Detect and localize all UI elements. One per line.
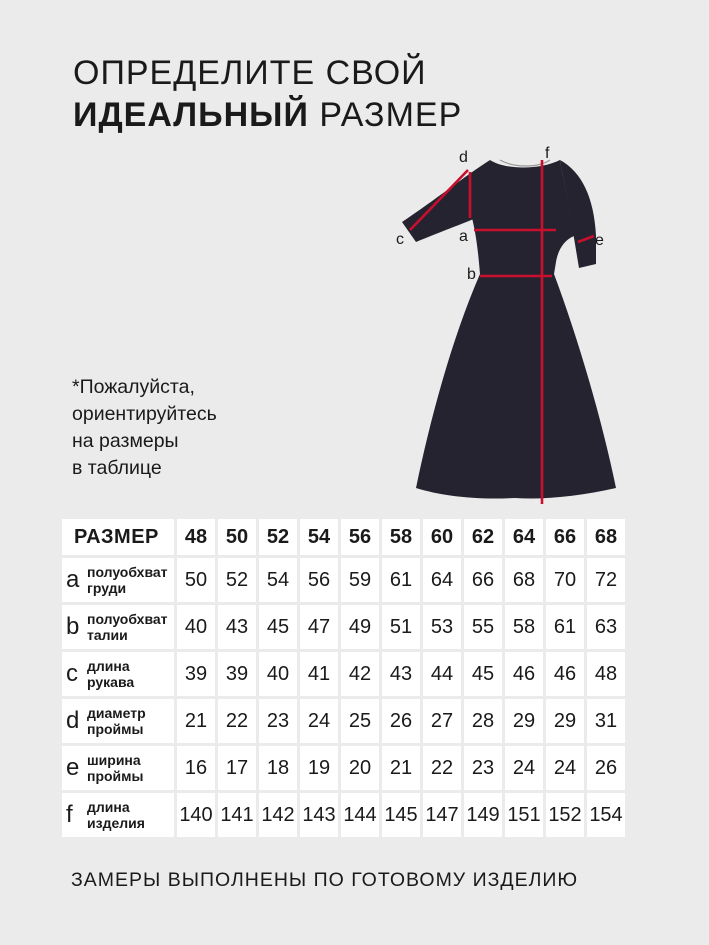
param-label — [62, 611, 174, 643]
value-cell: 29 — [505, 699, 543, 743]
value-cell: 49 — [341, 605, 379, 649]
value-cell: 40 — [177, 605, 215, 649]
value-cell: 39 — [177, 652, 215, 696]
title-line-1: ОПРЕДЕЛИТЕ СВОЙ — [73, 54, 427, 92]
value-cell: 154 — [587, 793, 625, 837]
value-cell: 43 — [218, 605, 256, 649]
size-table — [59, 516, 628, 840]
value-cell: 42 — [341, 652, 379, 696]
note-line-4: в таблице — [72, 457, 162, 479]
param-name-line-1: полуобхват — [87, 611, 168, 627]
param-name — [84, 658, 134, 690]
size-cell: 60 — [423, 519, 461, 555]
param-name-line-1: длина — [87, 799, 130, 815]
value-cell: 39 — [218, 652, 256, 696]
value-cell: 40 — [259, 652, 297, 696]
value-cell: 26 — [587, 746, 625, 790]
value-cell: 147 — [423, 793, 461, 837]
value-cell: 23 — [259, 699, 297, 743]
param-letter: f — [66, 801, 73, 828]
size-cell: 66 — [546, 519, 584, 555]
value-cell: 50 — [177, 558, 215, 602]
value-cell: 59 — [341, 558, 379, 602]
table-row — [62, 793, 625, 837]
value-cell: 151 — [505, 793, 543, 837]
size-cell: 58 — [382, 519, 420, 555]
value-cell: 16 — [177, 746, 215, 790]
value-cell: 70 — [546, 558, 584, 602]
value-cell: 149 — [464, 793, 502, 837]
value-cell: 24 — [505, 746, 543, 790]
value-cell: 66 — [464, 558, 502, 602]
label-e: e — [595, 232, 604, 249]
param-letter: a — [66, 566, 80, 593]
value-cell: 26 — [382, 699, 420, 743]
value-cell: 58 — [505, 605, 543, 649]
value-cell: 22 — [423, 746, 461, 790]
param-name — [84, 611, 168, 643]
param-cell — [62, 605, 174, 649]
param-name-line-1: ширина — [87, 752, 141, 768]
value-cell: 72 — [587, 558, 625, 602]
header-label-cell — [62, 519, 174, 555]
value-cell: 56 — [300, 558, 338, 602]
param-name-line-1: длина — [87, 658, 130, 674]
param-name-line-2: рукава — [87, 674, 135, 690]
value-cell: 144 — [341, 793, 379, 837]
size-cell: 56 — [341, 519, 379, 555]
size-note — [72, 374, 217, 482]
title-rest-word: РАЗМЕР — [319, 96, 463, 134]
param-cell — [62, 652, 174, 696]
param-name — [84, 752, 143, 784]
param-letter: b — [66, 613, 80, 640]
dress-silhouette — [402, 160, 616, 499]
value-cell: 20 — [341, 746, 379, 790]
value-cell: 44 — [423, 652, 461, 696]
value-cell: 29 — [546, 699, 584, 743]
param-letter: c — [66, 660, 78, 687]
value-cell: 55 — [464, 605, 502, 649]
value-cell: 142 — [259, 793, 297, 837]
param-cell — [62, 699, 174, 743]
size-cell: 62 — [464, 519, 502, 555]
value-cell: 43 — [382, 652, 420, 696]
param-name-line-2: проймы — [87, 768, 144, 784]
value-cell: 68 — [505, 558, 543, 602]
page-title — [73, 52, 462, 136]
value-cell: 45 — [259, 605, 297, 649]
note-line-1: *Пожалуйста, — [72, 376, 195, 398]
value-cell: 143 — [300, 793, 338, 837]
value-cell: 152 — [546, 793, 584, 837]
value-cell: 25 — [341, 699, 379, 743]
title-line-2 — [73, 94, 462, 136]
value-cell: 19 — [300, 746, 338, 790]
param-cell — [62, 746, 174, 790]
size-cell: 48 — [177, 519, 215, 555]
param-name-line-2: проймы — [87, 721, 144, 737]
value-cell: 27 — [423, 699, 461, 743]
size-cell: 52 — [259, 519, 297, 555]
param-letter: e — [66, 754, 80, 781]
value-cell: 53 — [423, 605, 461, 649]
table-row — [62, 652, 625, 696]
size-cell: 50 — [218, 519, 256, 555]
note-line-2: ориентируйтесь — [72, 403, 217, 425]
note-line-3: на размеры — [72, 430, 179, 452]
table-row — [62, 699, 625, 743]
param-name — [84, 799, 145, 831]
value-cell: 47 — [300, 605, 338, 649]
param-name-line-1: полуобхват — [87, 564, 168, 580]
size-cell: 54 — [300, 519, 338, 555]
param-label — [62, 752, 174, 784]
table-row — [62, 746, 625, 790]
value-cell: 61 — [546, 605, 584, 649]
value-cell: 52 — [218, 558, 256, 602]
value-cell: 63 — [587, 605, 625, 649]
value-cell: 145 — [382, 793, 420, 837]
value-cell: 22 — [218, 699, 256, 743]
param-name-line-2: талии — [87, 627, 128, 643]
table-row — [62, 558, 625, 602]
size-cell: 68 — [587, 519, 625, 555]
param-label — [62, 658, 174, 690]
param-name-line-2: груди — [87, 580, 127, 596]
value-cell: 141 — [218, 793, 256, 837]
param-name — [84, 564, 168, 596]
label-c: c — [396, 231, 404, 248]
label-d: d — [459, 149, 468, 166]
size-cell: 64 — [505, 519, 543, 555]
param-name-line-2: изделия — [87, 815, 145, 831]
param-cell — [62, 558, 174, 602]
param-label — [62, 799, 174, 831]
value-cell: 140 — [177, 793, 215, 837]
value-cell: 24 — [300, 699, 338, 743]
value-cell: 28 — [464, 699, 502, 743]
label-a: a — [459, 228, 468, 245]
value-cell: 51 — [382, 605, 420, 649]
value-cell: 41 — [300, 652, 338, 696]
value-cell: 48 — [587, 652, 625, 696]
param-label — [62, 705, 174, 737]
value-cell: 31 — [587, 699, 625, 743]
label-b: b — [467, 266, 476, 283]
value-cell: 23 — [464, 746, 502, 790]
value-cell: 18 — [259, 746, 297, 790]
table-header-row — [62, 519, 625, 555]
value-cell: 17 — [218, 746, 256, 790]
value-cell: 24 — [546, 746, 584, 790]
value-cell: 54 — [259, 558, 297, 602]
param-label — [62, 564, 174, 596]
dress-measurement-diagram — [380, 138, 640, 510]
value-cell: 46 — [546, 652, 584, 696]
table-row — [62, 605, 625, 649]
header-label: РАЗМЕР — [74, 525, 159, 548]
param-cell — [62, 793, 174, 837]
value-cell: 21 — [177, 699, 215, 743]
value-cell: 61 — [382, 558, 420, 602]
title-bold-word: ИДЕАЛЬНЫЙ — [73, 96, 309, 134]
param-name — [84, 705, 146, 737]
footer-note: ЗАМЕРЫ ВЫПОЛНЕНЫ ПО ГОТОВОМУ ИЗДЕЛИЮ — [71, 869, 579, 891]
label-f: f — [545, 145, 550, 162]
param-letter: d — [66, 707, 80, 734]
value-cell: 21 — [382, 746, 420, 790]
value-cell: 46 — [505, 652, 543, 696]
param-name-line-1: диаметр — [87, 705, 146, 721]
value-cell: 64 — [423, 558, 461, 602]
value-cell: 45 — [464, 652, 502, 696]
